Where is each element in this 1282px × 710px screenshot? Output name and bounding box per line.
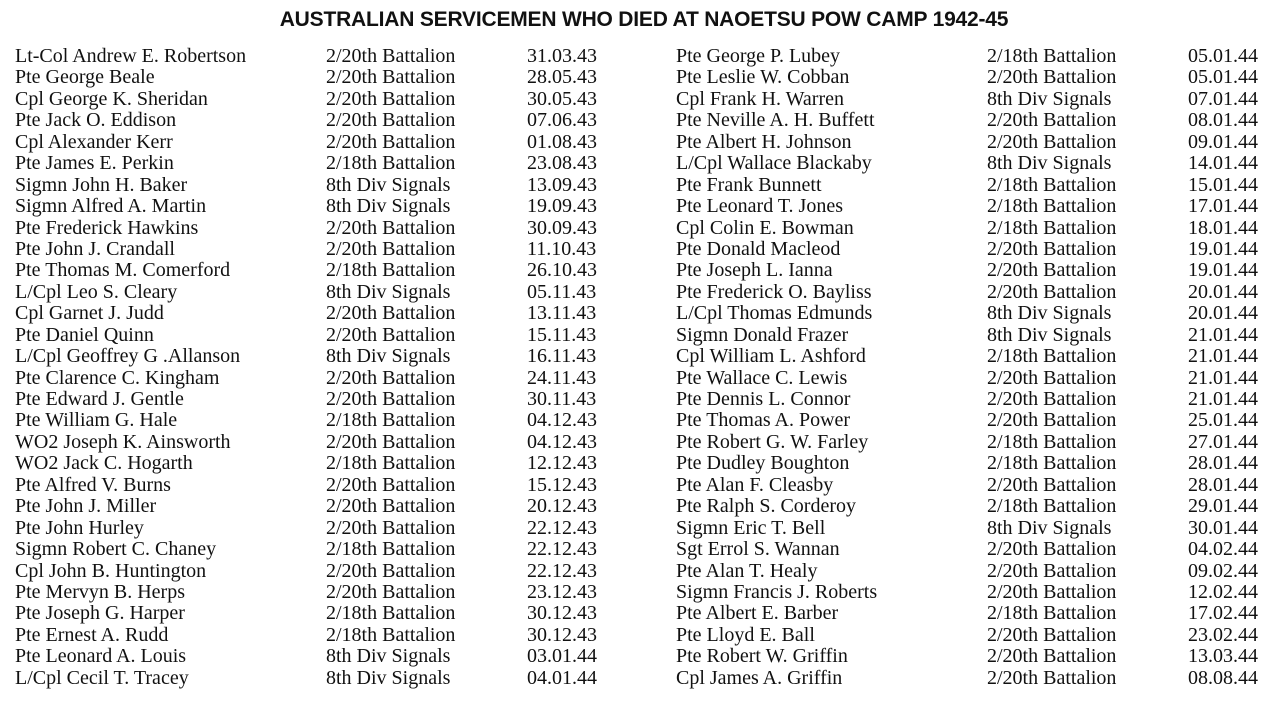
death-date: 16.11.43 <box>527 345 597 368</box>
death-date: 13.03.44 <box>1188 645 1258 668</box>
death-date: 20.01.44 <box>1188 280 1258 303</box>
serviceman-name: Cpl Alexander Kerr <box>15 130 173 153</box>
serviceman-name: Pte Frederick O. Bayliss <box>676 280 872 303</box>
unit-name: 8th Div Signals <box>326 173 451 196</box>
death-date: 19.01.44 <box>1188 237 1258 260</box>
death-date: 20.01.44 <box>1188 302 1258 325</box>
serviceman-name: L/Cpl Thomas Edmunds <box>676 302 873 325</box>
unit-name: 2/20th Battalion <box>326 516 456 539</box>
serviceman-name: Pte Albert H. Johnson <box>676 130 852 153</box>
serviceman-name: Sigmn Eric T. Bell <box>676 516 826 539</box>
serviceman-name: Cpl John B. Huntington <box>15 559 207 582</box>
serviceman-name: Pte Wallace C. Lewis <box>676 366 848 389</box>
serviceman-name: Pte Mervyn B. Herps <box>15 580 185 603</box>
death-date: 22.12.43 <box>527 516 597 539</box>
serviceman-name: Pte Leonard A. Louis <box>15 645 187 668</box>
serviceman-name: Pte John Hurley <box>15 516 144 539</box>
serviceman-name: Pte Robert W. Griffin <box>676 645 848 668</box>
death-date: 12.02.44 <box>1188 580 1258 603</box>
serviceman-name: Cpl William L. Ashford <box>676 345 866 368</box>
death-date: 12.12.43 <box>527 452 597 475</box>
death-date: 23.08.43 <box>527 152 597 175</box>
serviceman-name: Sgt Errol S. Wannan <box>676 538 840 561</box>
unit-name: 8th Div Signals <box>987 516 1112 539</box>
death-date: 30.01.44 <box>1188 516 1258 539</box>
unit-name: 2/18th Battalion <box>326 623 456 646</box>
serviceman-name: Pte Frederick Hawkins <box>15 216 199 239</box>
unit-name: 2/20th Battalion <box>987 66 1117 89</box>
death-date: 28.01.44 <box>1188 473 1258 496</box>
death-date: 01.08.43 <box>527 130 597 153</box>
unit-name: 2/20th Battalion <box>987 259 1117 282</box>
serviceman-name: Pte Thomas M. Comerford <box>15 259 231 282</box>
death-date: 26.10.43 <box>527 259 597 282</box>
serviceman-name: Pte Thomas A. Power <box>676 409 851 432</box>
death-date: 30.05.43 <box>527 87 597 110</box>
unit-name: 2/18th Battalion <box>987 195 1117 218</box>
unit-name: 2/18th Battalion <box>987 345 1117 368</box>
death-date: 21.01.44 <box>1188 345 1258 368</box>
unit-name: 2/20th Battalion <box>987 388 1117 410</box>
death-date: 23.12.43 <box>527 580 597 603</box>
death-date: 28.01.44 <box>1188 452 1258 475</box>
unit-name: 2/20th Battalion <box>326 430 456 453</box>
serviceman-name: Pte Ralph S. Corderoy <box>676 495 856 518</box>
death-date: 31.03.43 <box>527 45 597 67</box>
serviceman-name: Pte James E. Perkin <box>15 152 174 175</box>
death-date: 14.01.44 <box>1188 152 1258 175</box>
serviceman-name: Pte Donald Macleod <box>676 237 841 260</box>
unit-name: 2/20th Battalion <box>987 559 1117 582</box>
serviceman-name: Pte Clarence C. Kingham <box>15 366 220 389</box>
death-date: 30.11.43 <box>527 388 597 410</box>
unit-name: 2/20th Battalion <box>987 109 1117 132</box>
serviceman-name: Pte Alan T. Healy <box>676 559 818 582</box>
serviceman-name: Sigmn John H. Baker <box>15 173 188 196</box>
unit-name: 8th Div Signals <box>987 323 1112 346</box>
serviceman-name: Lt-Col Andrew E. Robertson <box>15 45 247 67</box>
serviceman-name: WO2 Jack C. Hogarth <box>15 452 193 475</box>
unit-name: 8th Div Signals <box>326 195 451 218</box>
death-date: 21.01.44 <box>1188 388 1258 410</box>
serviceman-name: Cpl Frank H. Warren <box>676 87 844 110</box>
unit-name: 2/20th Battalion <box>987 538 1117 561</box>
death-date: 15.01.44 <box>1188 173 1258 196</box>
death-date: 28.05.43 <box>527 66 597 89</box>
death-date: 22.12.43 <box>527 559 597 582</box>
unit-name: 8th Div Signals <box>987 87 1112 110</box>
unit-name: 2/20th Battalion <box>987 280 1117 303</box>
death-date: 05.11.43 <box>527 280 597 303</box>
death-date: 19.09.43 <box>527 195 597 218</box>
serviceman-name: L/Cpl Wallace Blackaby <box>676 152 872 175</box>
death-date: 21.01.44 <box>1188 366 1258 389</box>
unit-name: 2/20th Battalion <box>326 366 456 389</box>
unit-name: 2/20th Battalion <box>987 409 1117 432</box>
serviceman-name: Pte Alan F. Cleasby <box>676 473 834 496</box>
unit-name: 2/18th Battalion <box>326 152 456 175</box>
serviceman-name: Pte George P. Lubey <box>676 45 841 67</box>
unit-name: 2/18th Battalion <box>987 173 1117 196</box>
serviceman-name: Pte John J. Crandall <box>15 237 175 260</box>
unit-name: 2/20th Battalion <box>987 130 1117 153</box>
serviceman-name: Cpl Garnet J. Judd <box>15 302 164 325</box>
unit-name: 2/20th Battalion <box>326 323 456 346</box>
death-date: 21.01.44 <box>1188 323 1258 346</box>
death-date: 17.02.44 <box>1188 602 1258 625</box>
serviceman-name: Pte Alfred V. Burns <box>15 473 171 496</box>
unit-name: 2/18th Battalion <box>326 452 456 475</box>
serviceman-name: Cpl Colin E. Bowman <box>676 216 854 239</box>
unit-name: 2/20th Battalion <box>987 645 1117 668</box>
serviceman-name: Pte Dudley Boughton <box>676 452 850 475</box>
death-date: 08.01.44 <box>1188 109 1258 132</box>
death-date: 09.02.44 <box>1188 559 1258 582</box>
serviceman-name: Sigmn Alfred A. Martin <box>15 195 207 218</box>
unit-name: 2/18th Battalion <box>326 602 456 625</box>
unit-name: 2/20th Battalion <box>326 45 456 67</box>
unit-name: 2/20th Battalion <box>326 388 456 410</box>
unit-name: 8th Div Signals <box>326 345 451 368</box>
serviceman-name: Cpl James A. Griffin <box>676 666 843 689</box>
death-date: 30.12.43 <box>527 623 597 646</box>
unit-name: 2/20th Battalion <box>326 66 456 89</box>
unit-name: 2/20th Battalion <box>326 580 456 603</box>
serviceman-name: Pte Albert E. Barber <box>676 602 839 625</box>
serviceman-name: Pte Lloyd E. Ball <box>676 623 815 646</box>
death-date: 15.11.43 <box>527 323 597 346</box>
death-date: 30.12.43 <box>527 602 597 625</box>
death-date: 04.12.43 <box>527 430 597 453</box>
unit-name: 2/20th Battalion <box>326 559 456 582</box>
serviceman-name: Pte William G. Hale <box>15 409 178 432</box>
death-date: 17.01.44 <box>1188 195 1258 218</box>
unit-name: 8th Div Signals <box>326 666 451 689</box>
unit-name: 2/20th Battalion <box>987 666 1117 689</box>
serviceman-name: Pte George Beale <box>15 66 155 89</box>
serviceman-name: Cpl George K. Sheridan <box>15 87 208 110</box>
death-date: 29.01.44 <box>1188 495 1258 518</box>
unit-name: 2/18th Battalion <box>987 430 1117 453</box>
unit-name: 2/20th Battalion <box>326 87 456 110</box>
serviceman-name: Sigmn Donald Frazer <box>676 323 849 346</box>
death-date: 13.11.43 <box>527 302 597 325</box>
death-date: 04.01.44 <box>527 666 597 689</box>
unit-name: 2/20th Battalion <box>326 473 456 496</box>
serviceman-name: Sigmn Francis J. Roberts <box>676 580 878 603</box>
serviceman-name: Pte Joseph G. Harper <box>15 602 185 625</box>
unit-name: 2/20th Battalion <box>326 109 456 132</box>
serviceman-name: Pte Joseph L. Ianna <box>676 259 833 282</box>
death-date: 07.06.43 <box>527 109 597 132</box>
death-date: 15.12.43 <box>527 473 597 496</box>
serviceman-name: L/Cpl Cecil T. Tracey <box>15 666 189 689</box>
unit-name: 2/20th Battalion <box>326 216 456 239</box>
unit-name: 2/20th Battalion <box>987 623 1117 646</box>
unit-name: 2/20th Battalion <box>987 237 1117 260</box>
death-date: 03.01.44 <box>527 645 597 668</box>
serviceman-name: WO2 Joseph K. Ainsworth <box>15 430 231 453</box>
unit-name: 8th Div Signals <box>326 280 451 303</box>
serviceman-name: Pte Leslie W. Cobban <box>676 66 850 89</box>
death-date: 11.10.43 <box>527 237 597 260</box>
unit-name: 2/18th Battalion <box>987 452 1117 475</box>
death-date: 05.01.44 <box>1188 66 1258 89</box>
unit-name: 2/20th Battalion <box>326 130 456 153</box>
unit-name: 8th Div Signals <box>987 152 1112 175</box>
unit-name: 2/18th Battalion <box>987 216 1117 239</box>
serviceman-name: Pte Frank Bunnett <box>676 173 822 196</box>
death-date: 27.01.44 <box>1188 430 1258 453</box>
death-date: 30.09.43 <box>527 216 597 239</box>
serviceman-name: Pte Leonard T. Jones <box>676 195 844 218</box>
death-date: 08.08.44 <box>1188 666 1258 689</box>
unit-name: 8th Div Signals <box>326 645 451 668</box>
death-date: 13.09.43 <box>527 173 597 196</box>
death-date: 09.01.44 <box>1188 130 1258 153</box>
serviceman-name: Pte Dennis L. Connor <box>676 388 851 410</box>
unit-name: 2/18th Battalion <box>987 495 1117 518</box>
serviceman-name: Pte Ernest A. Rudd <box>15 623 169 646</box>
serviceman-name: Pte Daniel Quinn <box>15 323 154 346</box>
death-date: 24.11.43 <box>527 366 597 389</box>
unit-name: 2/20th Battalion <box>326 495 456 518</box>
unit-name: 2/20th Battalion <box>987 473 1117 496</box>
death-date: 23.02.44 <box>1188 623 1258 646</box>
unit-name: 2/20th Battalion <box>987 580 1117 603</box>
serviceman-name: Pte Neville A. H. Buffett <box>676 109 875 132</box>
death-date: 22.12.43 <box>527 538 597 561</box>
unit-name: 2/20th Battalion <box>987 366 1117 389</box>
page-title: AUSTRALIAN SERVICEMEN WHO DIED AT NAOETSU POW CAMP 1942-45 <box>279 8 1009 31</box>
serviceman-name: Pte Robert G. W. Farley <box>676 430 869 453</box>
serviceman-name: L/Cpl Geoffrey G .Allanson <box>15 345 241 368</box>
serviceman-name: Pte John J. Miller <box>15 495 157 518</box>
unit-name: 2/18th Battalion <box>326 538 456 561</box>
serviceman-name: L/Cpl Leo S. Cleary <box>15 280 178 303</box>
death-date: 25.01.44 <box>1188 409 1258 432</box>
death-date: 18.01.44 <box>1188 216 1258 239</box>
death-date: 07.01.44 <box>1188 87 1258 110</box>
serviceman-name: Sigmn Robert C. Chaney <box>15 538 217 561</box>
death-date: 20.12.43 <box>527 495 597 518</box>
unit-name: 2/18th Battalion <box>987 602 1117 625</box>
unit-name: 2/20th Battalion <box>326 237 456 260</box>
unit-name: 8th Div Signals <box>987 302 1112 325</box>
unit-name: 2/18th Battalion <box>326 409 456 432</box>
unit-name: 2/20th Battalion <box>326 302 456 325</box>
death-date: 04.12.43 <box>527 409 597 432</box>
serviceman-name: Pte Jack O. Eddison <box>15 109 177 132</box>
death-date: 19.01.44 <box>1188 259 1258 282</box>
unit-name: 2/18th Battalion <box>326 259 456 282</box>
unit-name: 2/18th Battalion <box>987 45 1117 67</box>
death-date: 05.01.44 <box>1188 45 1258 67</box>
death-date: 04.02.44 <box>1188 538 1258 561</box>
serviceman-name: Pte Edward J. Gentle <box>15 388 184 410</box>
